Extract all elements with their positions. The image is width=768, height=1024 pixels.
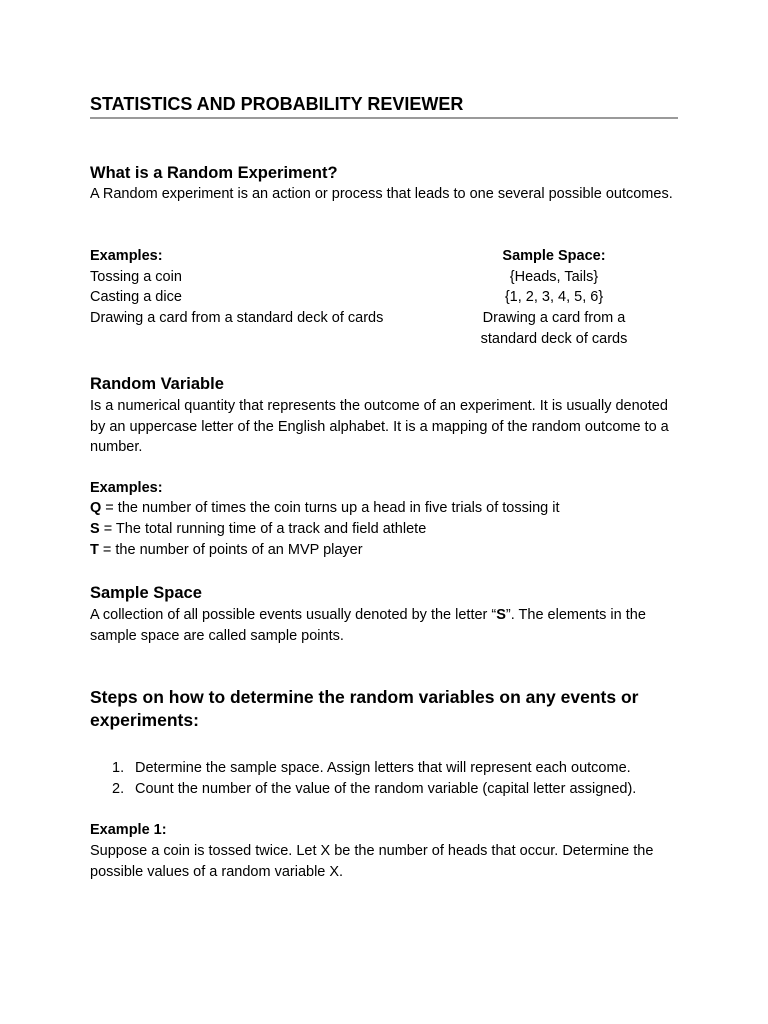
variable-letter: S bbox=[90, 521, 100, 537]
random-experiment-definition: A Random experiment is an action or process that leads to one several possible outcomes. bbox=[90, 186, 673, 202]
rv-example-item bbox=[90, 498, 559, 519]
sample-space-item: Drawing a card from a standard deck of cards bbox=[480, 310, 628, 347]
document-title: STATISTICS AND PROBABILITY REVIEWER bbox=[90, 94, 464, 114]
random-variable-heading: Random Variable bbox=[90, 375, 224, 393]
step-number: 2. bbox=[112, 780, 125, 797]
example1-text: Suppose a coin is tossed twice. Let X be the number of heads that occur. Determine the possible values of a random variable X. bbox=[90, 843, 654, 880]
definition-letter: S bbox=[496, 607, 506, 623]
title-divider bbox=[90, 117, 678, 119]
variable-letter: Q bbox=[90, 500, 102, 516]
sample-space-definition bbox=[90, 605, 678, 646]
steps-heading: Steps on how to determine the random variables on any events or experiments: bbox=[90, 687, 639, 730]
rv-examples-label: Examples: bbox=[90, 480, 163, 496]
rv-example-item bbox=[90, 540, 363, 561]
definition-text: ”. The elements in the sample space are called sample points. bbox=[90, 607, 646, 644]
variable-description: = the number of times the coin turns up a head in five trials of tossing it bbox=[101, 500, 560, 516]
sample-space-heading: Sample Space bbox=[90, 584, 202, 602]
example-item: Tossing a coin bbox=[90, 269, 182, 285]
step-number: 1. bbox=[112, 760, 125, 776]
random-variable-definition: Is a numerical quantity that represents the outcome of an experiment. It is usually denoted by an uppercase letter of the English alphabet. It is a mapping of the random outcome to a number. bbox=[90, 398, 669, 455]
variable-description: = the number of points of an MVP player bbox=[98, 542, 363, 558]
step-text: Count the number of the value of the random variable (capital letter assigned). bbox=[135, 780, 637, 797]
sample-space-item: {1, 2, 3, 4, 5, 6} bbox=[504, 289, 604, 305]
example1-label: Example 1: bbox=[90, 822, 167, 838]
sample-space-item: {Heads, Tails} bbox=[509, 269, 599, 285]
rv-example-item bbox=[90, 519, 426, 540]
step-item bbox=[90, 779, 678, 800]
step-item bbox=[90, 758, 678, 779]
random-experiment-heading: What is a Random Experiment? bbox=[90, 164, 338, 182]
example-item: Drawing a card from a standard deck of cards bbox=[90, 310, 384, 326]
definition-text: A collection of all possible events usually denoted by the letter “ bbox=[90, 607, 497, 623]
variable-letter: T bbox=[90, 542, 99, 558]
variable-description: = The total running time of a track and field athlete bbox=[99, 521, 427, 537]
sample-space-label: Sample Space: bbox=[502, 248, 606, 264]
examples-label: Examples: bbox=[90, 248, 163, 264]
step-text: Determine the sample space. Assign letters that will represent each outcome. bbox=[135, 760, 631, 776]
steps-list bbox=[90, 758, 678, 799]
example-item: Casting a dice bbox=[90, 289, 182, 305]
